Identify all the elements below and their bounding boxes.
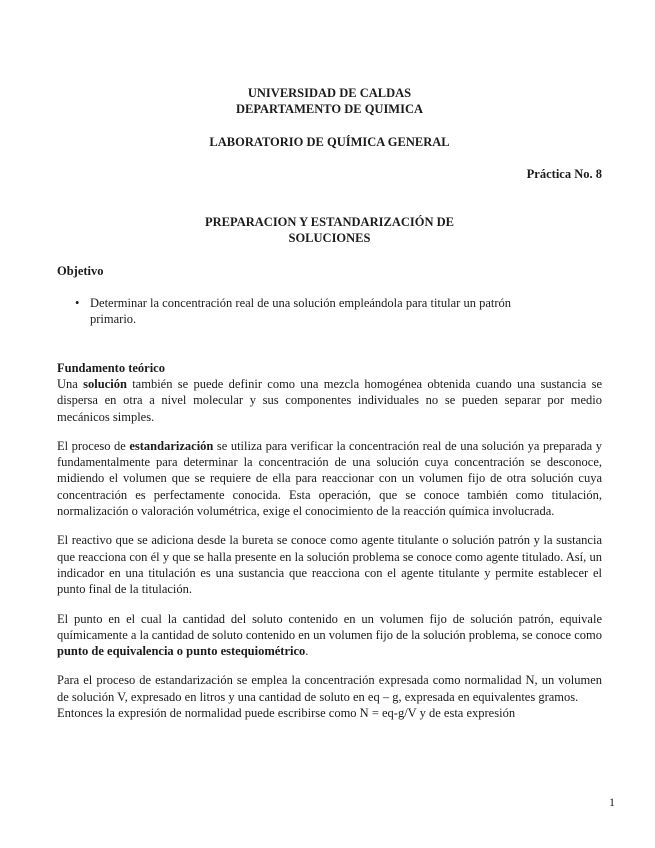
objective-heading: Objetivo <box>57 263 104 278</box>
objective-section <box>57 263 602 328</box>
document-title-line1: PREPARACION Y ESTANDARIZACIÓN DE <box>205 215 454 230</box>
document-title-line2: SOLUCIONES <box>288 231 371 246</box>
objective-bullet-item <box>57 295 602 328</box>
bold-term-solucion: solución <box>83 376 127 391</box>
paragraph-standardization <box>57 438 602 519</box>
practice-number: Práctica No. 8 <box>526 166 602 181</box>
paragraph-equivalence-point <box>57 611 602 660</box>
theory-heading: Fundamento teórico <box>57 360 165 375</box>
paragraph-normality-expression: Entonces la expresión de normalidad puede escribirse como N = eq-g/V y de esta expresión <box>57 706 516 721</box>
university-name: UNIVERSIDAD DE CALDAS <box>247 86 412 100</box>
paragraph-text: Una <box>57 376 84 391</box>
objective-bullet-text: Determinar la concentración real de una solución empleándola para titular un patrón primario. <box>90 296 512 327</box>
page-number: 1 <box>609 795 615 809</box>
bold-term-estandarizacion: estandarización <box>129 438 214 453</box>
paragraph-titrant: El reactivo que se adiciona desde la bureta se conoce como agente titulante o solución patrón y la sustancia que reacciona con él y que se halla presente en la solución problema se conoce como agente titulado. Así, un indicador en una titulación es una sustancia que reacciona con el agente titulante y permite establecer el punto final de la titulación. <box>57 533 602 597</box>
department-name: DEPARTAMENTO DE QUIMICA <box>235 102 424 117</box>
paragraph-text: se utiliza para verificar la concentración real de una solución ya preparada y fundamentalmente para determinar la concentración de una solución cuya concentración se desconoce, midiendo el volumen que se requiere de ella para reaccionar con un volumen fijo de otra solución cuya concentración es perfectamente conocida. Esta operación, que se conoce también como titulación, normalización o valoración volumétrica, exige el conocimiento de la reacción química involucrada. <box>57 438 603 519</box>
paragraph-normality: Para el proceso de estandarización se emplea la concentración expresada como normalidad N, un volumen de solución V, expresado en litros y una cantidad de soluto en eq – g, expresada en equivalentes gramos. <box>57 673 602 704</box>
bold-term-equivalence-point: punto de equivalencia o punto estequiométrico <box>57 644 306 659</box>
paragraph-text: El proceso de <box>57 438 130 453</box>
paragraph-solution-definition <box>57 376 602 425</box>
course-title: LABORATORIO DE QUÍMICA GENERAL <box>209 134 450 149</box>
document-title <box>57 214 602 247</box>
paragraph-text: . <box>305 644 309 659</box>
theory-section <box>57 360 602 722</box>
paragraph-text: El punto en el cual la cantidad del soluto contenido en un volumen fijo de solución patrón, equivale químicamente a la cantidad de soluto contenido en un volumen fijo de la solución problema, se conoce como <box>57 611 602 642</box>
bullet-icon: • <box>75 296 80 311</box>
document-header <box>57 85 602 182</box>
paragraph-text: también se puede definir como una mezcla homogénea obtenida cuando una sustancia se dispersa en otra a nivel molecular y sus componentes individuales no se pueden separar por medio mecánicos simples. <box>57 376 602 424</box>
